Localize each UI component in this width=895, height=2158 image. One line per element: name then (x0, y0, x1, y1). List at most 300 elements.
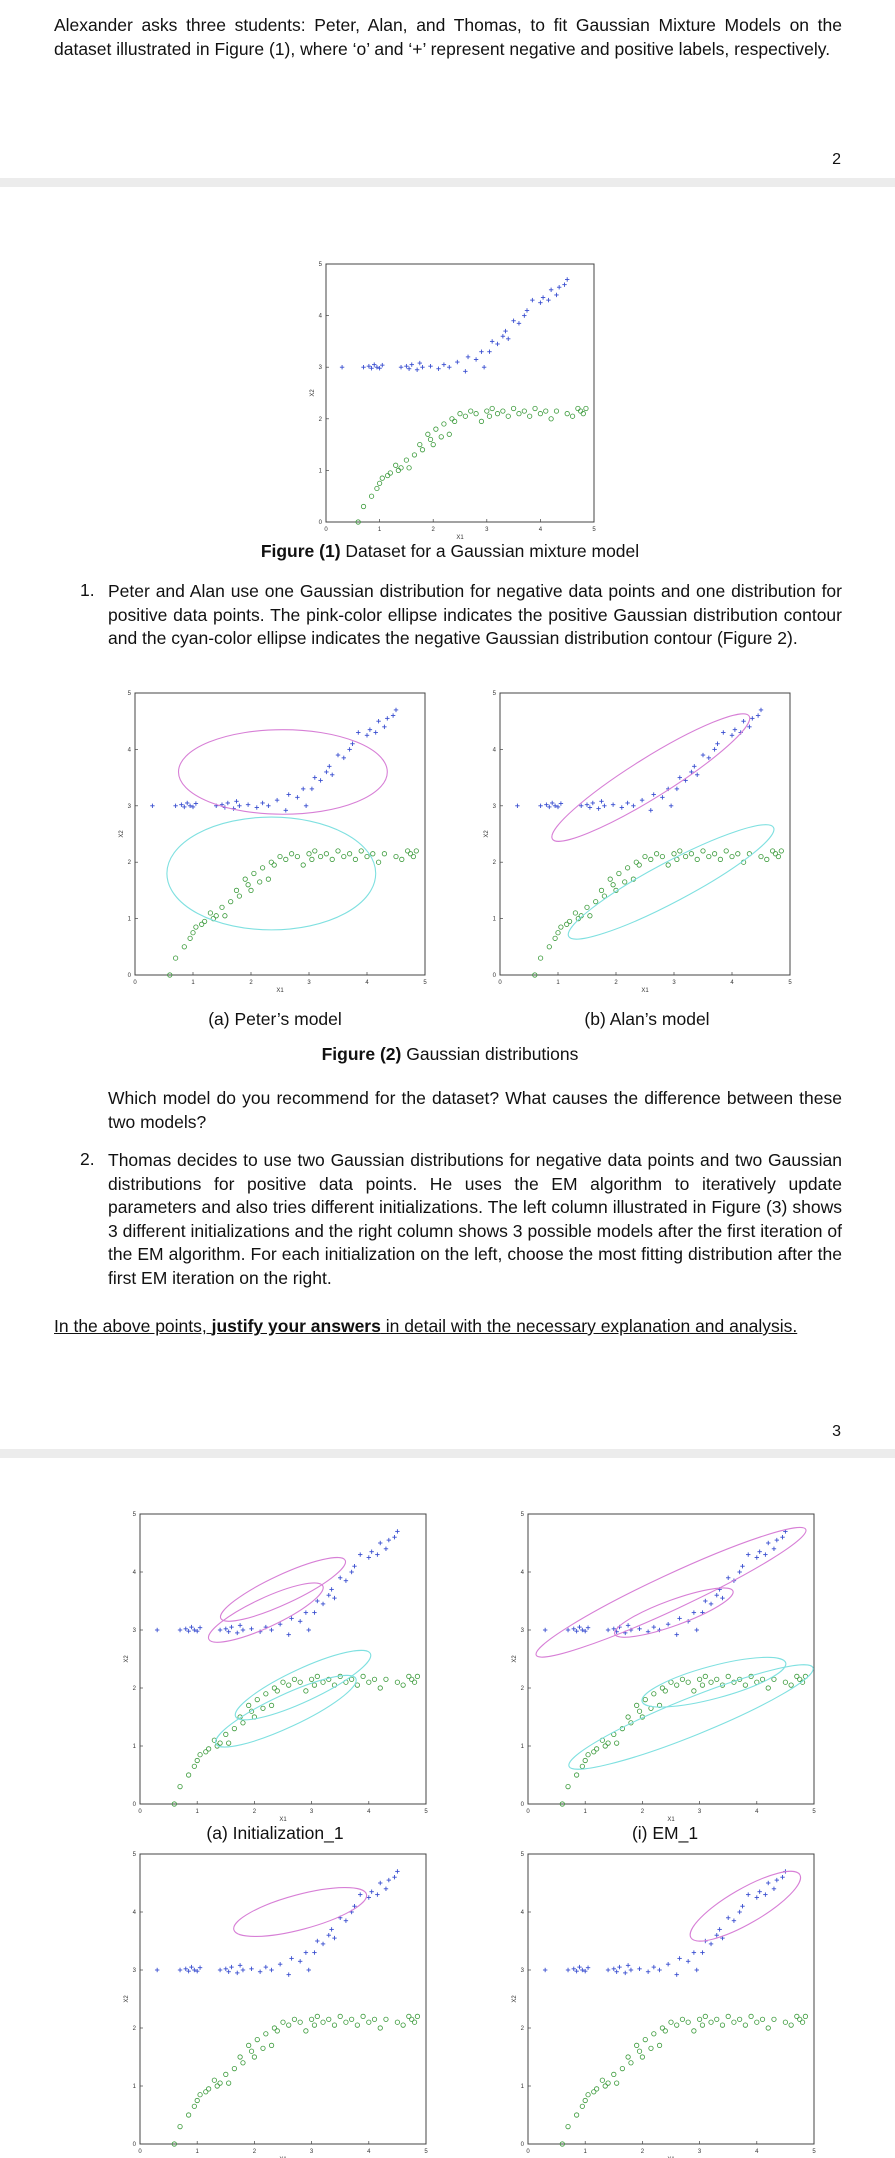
negative-point (315, 2014, 319, 2018)
negative-point (599, 888, 603, 892)
y-axis-label: X2 (512, 1995, 518, 2003)
positive-point (586, 1625, 590, 1629)
positive-point (182, 805, 186, 809)
positive-point (382, 725, 386, 729)
negative-point (400, 857, 404, 861)
positive-point (695, 1968, 699, 1972)
figure-3i-caption: (i) EM_1 (631, 1823, 699, 1843)
positive-point (737, 1910, 741, 1914)
negative-point (198, 2093, 202, 2097)
positive-point (404, 364, 408, 368)
positive-point (312, 1610, 316, 1614)
positive-point (546, 298, 550, 302)
negative-point (675, 1683, 679, 1687)
x-tick-label: 4 (367, 1809, 371, 1815)
positive-point (780, 1875, 784, 1879)
negative-point (669, 2020, 673, 2024)
positive-point (369, 1550, 373, 1554)
negative-point (367, 1680, 371, 1684)
y-tick-label: 4 (492, 747, 496, 754)
negative-point (743, 1683, 747, 1687)
positive-point (385, 716, 389, 720)
negative-point (428, 437, 432, 441)
positive-point (637, 1967, 641, 1971)
negative-point (249, 2049, 253, 2053)
y-axis-label: X2 (119, 830, 125, 838)
negative-point (736, 852, 740, 856)
positive-point (720, 1596, 724, 1600)
y-tick-label: 5 (520, 1512, 524, 1518)
negative-point (663, 1689, 667, 1693)
negative-point (567, 919, 571, 923)
positive-point (275, 798, 279, 802)
positive-point (577, 1625, 581, 1629)
negative-point (371, 852, 375, 856)
negative-point (712, 852, 716, 856)
y-tick-label: 4 (520, 1570, 524, 1576)
positive-point (692, 1610, 696, 1614)
negative-point (388, 471, 392, 475)
positive-point (547, 805, 551, 809)
figure-2b-alans-model (470, 687, 800, 995)
x-tick-label: 0 (324, 527, 328, 533)
x-tick-label: 3 (672, 980, 676, 986)
negative-point (730, 854, 734, 858)
negative-point (243, 877, 247, 881)
negative-point (678, 849, 682, 853)
negative-point (261, 2046, 265, 2050)
positive-point (707, 756, 711, 760)
x-tick-label: 5 (592, 527, 596, 533)
positive-point (741, 719, 745, 723)
negative-point (229, 899, 233, 903)
negative-point (583, 2098, 587, 2102)
negative-point (178, 2124, 182, 2128)
positive-point (591, 801, 595, 805)
positive-point (318, 778, 322, 782)
positive-point (495, 342, 499, 346)
negative-point (415, 2014, 419, 2018)
gaussian-contour-ellipse (167, 817, 376, 930)
positive-point (344, 1579, 348, 1583)
positive-point (666, 1622, 670, 1626)
positive-point (732, 1919, 736, 1923)
negative-point (304, 2029, 308, 2033)
negative-point (703, 2014, 707, 2018)
x-tick-label: 1 (583, 2149, 587, 2155)
positive-point (312, 1950, 316, 1954)
negative-point (301, 863, 305, 867)
justify-before: In the above points, (54, 1316, 212, 1336)
negative-point (252, 871, 256, 875)
positive-point (365, 733, 369, 737)
negative-point (378, 1686, 382, 1690)
x-tick-label: 0 (133, 980, 137, 986)
positive-point (241, 1968, 245, 1972)
negative-point (292, 1677, 296, 1681)
negative-point (586, 2093, 590, 2097)
x-tick-label: 2 (640, 1809, 645, 1815)
positive-point (387, 1538, 391, 1542)
figure-3i-em-1 (506, 1508, 826, 1823)
positive-point (234, 799, 238, 803)
x-tick-label: 5 (423, 980, 427, 986)
negative-point (412, 453, 416, 457)
positive-point (327, 1933, 331, 1937)
positive-point (332, 1936, 336, 1940)
x-axis-label: X1 (276, 988, 284, 994)
y-axis-label: X2 (310, 389, 316, 397)
positive-point (626, 1623, 630, 1627)
negative-point (255, 1697, 259, 1701)
negative-point (281, 2020, 285, 2024)
positive-point (740, 1564, 744, 1568)
negative-point (214, 914, 218, 918)
negative-point (533, 406, 537, 410)
positive-point (652, 792, 656, 796)
positive-point (324, 770, 328, 774)
positive-point (184, 1627, 188, 1631)
gaussian-contour-ellipse (638, 1647, 790, 1717)
positive-point (349, 1570, 353, 1574)
positive-point (194, 801, 198, 805)
positive-point (541, 295, 545, 299)
negative-point (218, 1741, 222, 1745)
negative-point (395, 2020, 399, 2024)
positive-point (321, 1942, 325, 1946)
negative-point (261, 1706, 265, 1710)
gaussian-contour-ellipse (542, 699, 760, 855)
positive-point (455, 360, 459, 364)
y-tick-label: 1 (520, 2084, 524, 2090)
negative-point (202, 919, 206, 923)
positive-point (780, 1535, 784, 1539)
positive-point (395, 1529, 399, 1533)
positive-point (543, 1628, 547, 1632)
positive-point (367, 364, 371, 368)
negative-point (312, 1683, 316, 1687)
x-tick-label: 5 (424, 2149, 428, 2155)
negative-point (672, 852, 676, 856)
figure-1-dataset-plot (300, 258, 610, 544)
negative-point (726, 1674, 730, 1678)
positive-point (420, 365, 424, 369)
negative-point (485, 409, 489, 413)
negative-point (407, 466, 411, 470)
negative-point (321, 1680, 325, 1684)
positive-point (237, 804, 241, 808)
positive-point (543, 1968, 547, 1972)
justify-instruction (54, 1315, 854, 1339)
page-separator (0, 178, 895, 187)
plot-frame (500, 693, 790, 975)
positive-point (295, 795, 299, 799)
negative-point (549, 417, 553, 421)
negative-point (237, 894, 241, 898)
x-axis-label: X1 (667, 1817, 675, 1823)
x-tick-label: 0 (138, 2149, 142, 2155)
positive-point (358, 1552, 362, 1556)
positive-point (361, 365, 365, 369)
x-tick-label: 2 (614, 980, 618, 986)
negative-point (186, 1773, 190, 1777)
negative-point (700, 2023, 704, 2027)
negative-point (766, 1686, 770, 1690)
negative-point (654, 852, 658, 856)
negative-point (292, 2017, 296, 2021)
y-tick-label: 2 (318, 416, 322, 423)
negative-point (511, 406, 515, 410)
x-tick-label: 1 (195, 2149, 199, 2155)
negative-point (361, 1674, 365, 1678)
y-tick-label: 4 (520, 1910, 524, 1916)
positive-point (709, 1602, 713, 1606)
negative-point (192, 2104, 196, 2108)
negative-point (522, 409, 526, 413)
positive-point (218, 1968, 222, 1972)
y-tick-label: 4 (132, 1910, 136, 1916)
negative-point (414, 849, 418, 853)
page-number: 3 (832, 1423, 841, 1440)
positive-point (198, 1625, 202, 1629)
x-tick-label: 1 (195, 1809, 199, 1815)
negative-point (361, 2014, 365, 2018)
negative-point (556, 931, 560, 935)
positive-point (517, 321, 521, 325)
negative-point (649, 857, 653, 861)
negative-point (707, 854, 711, 858)
negative-point (238, 2055, 242, 2059)
negative-point (246, 1703, 250, 1707)
positive-point (238, 1623, 242, 1627)
negative-point (755, 2020, 759, 2024)
positive-point (347, 747, 351, 751)
positive-point (336, 753, 340, 757)
positive-point (538, 804, 542, 808)
positive-point (241, 1628, 245, 1632)
negative-point (715, 2017, 719, 2021)
positive-point (606, 1968, 610, 1972)
positive-point (574, 1629, 578, 1633)
negative-point (506, 414, 510, 418)
figure-2a-peters-model (105, 687, 435, 995)
positive-point (763, 1552, 767, 1556)
negative-point (675, 2023, 679, 2027)
negative-point (576, 406, 580, 410)
negative-point (355, 2023, 359, 2027)
positive-point (226, 801, 230, 805)
plot-frame (528, 1854, 814, 2144)
negative-point (269, 2043, 273, 2047)
negative-point (720, 2023, 724, 2027)
positive-point (763, 1892, 767, 1896)
positive-point (313, 775, 317, 779)
y-tick-label: 3 (127, 803, 131, 810)
positive-point (715, 742, 719, 746)
negative-point (249, 888, 253, 892)
negative-point (218, 2081, 222, 2085)
positive-point (715, 1933, 719, 1937)
negative-point (803, 2014, 807, 2018)
positive-point (332, 1596, 336, 1600)
negative-point (401, 2023, 405, 2027)
negative-point (623, 880, 627, 884)
negative-point (349, 2017, 353, 2021)
negative-point (289, 852, 293, 856)
negative-point (186, 2113, 190, 2117)
positive-point (301, 787, 305, 791)
positive-point (384, 1887, 388, 1891)
negative-point (634, 1703, 638, 1707)
negative-point (206, 2087, 210, 2091)
negative-point (697, 1677, 701, 1681)
x-tick-label: 2 (431, 527, 435, 533)
positive-point (623, 1971, 627, 1975)
positive-point (712, 747, 716, 751)
negative-point (226, 2081, 230, 2085)
positive-point (549, 288, 553, 292)
negative-point (321, 2020, 325, 2024)
y-tick-label: 5 (132, 1852, 136, 1858)
positive-point (599, 799, 603, 803)
positive-point (315, 1599, 319, 1603)
positive-point (226, 1970, 230, 1974)
negative-point (338, 2014, 342, 2018)
y-tick-label: 0 (318, 520, 322, 526)
positive-point (652, 1625, 656, 1629)
negative-point (608, 877, 612, 881)
positive-point (304, 804, 308, 808)
positive-point (184, 1967, 188, 1971)
negative-point (583, 1758, 587, 1762)
positive-point (487, 350, 491, 354)
gaussian-contour-ellipse (179, 730, 388, 815)
y-axis-label: X2 (512, 1655, 518, 1663)
negative-point (743, 2023, 747, 2027)
negative-point (206, 1747, 210, 1751)
positive-point (384, 1547, 388, 1551)
positive-point (557, 285, 561, 289)
positive-point (287, 1632, 291, 1636)
item-1-number: 1. (80, 580, 95, 600)
x-tick-label: 5 (424, 1809, 428, 1815)
positive-point (695, 1628, 699, 1632)
positive-point (375, 365, 379, 369)
figure-3b-initialization-2 (118, 1848, 438, 2158)
positive-point (757, 1550, 761, 1554)
negative-point (594, 1747, 598, 1751)
positive-point (522, 313, 526, 317)
negative-point (749, 2014, 753, 2018)
positive-point (756, 713, 760, 717)
x-tick-label: 5 (812, 1809, 816, 1815)
positive-point (436, 367, 440, 371)
negative-point (399, 466, 403, 470)
negative-point (191, 931, 195, 935)
negative-point (258, 880, 262, 884)
negative-point (495, 411, 499, 415)
positive-point (229, 1965, 233, 1969)
negative-point (580, 1764, 584, 1768)
positive-point (606, 1628, 610, 1632)
negative-point (565, 411, 569, 415)
x-axis-label: X1 (456, 535, 464, 541)
negative-point (789, 1683, 793, 1687)
positive-point (775, 1878, 779, 1882)
x-tick-label: 4 (755, 1809, 759, 1815)
intro-paragraph: Alexander asks three students: Peter, Alan, and Thomas, to fit Gaussian Mixture Models on the dataset illustrated in Figure (1), where ‘o’ and ‘+’ represent negative and positive labels, respectively. (54, 15, 842, 59)
positive-point (372, 362, 376, 366)
negative-point (517, 411, 521, 415)
positive-point (284, 808, 288, 812)
x-tick-label: 0 (526, 2149, 530, 2155)
positive-point (235, 1631, 239, 1635)
positive-point (387, 1878, 391, 1882)
negative-point (396, 468, 400, 472)
y-tick-label: 5 (492, 691, 496, 697)
negative-point (573, 911, 577, 915)
positive-point (726, 1916, 730, 1920)
positive-point (686, 1959, 690, 1963)
x-tick-label: 3 (309, 1809, 314, 1815)
positive-point (629, 1968, 633, 1972)
positive-point (350, 742, 354, 746)
negative-point (313, 849, 317, 853)
negative-point (783, 2020, 787, 2024)
negative-point (737, 2017, 741, 2021)
negative-point (401, 1683, 405, 1687)
negative-point (307, 852, 311, 856)
negative-point (606, 1741, 610, 1745)
negative-point (188, 936, 192, 940)
negative-point (612, 2072, 616, 2076)
negative-point (330, 857, 334, 861)
positive-point (428, 364, 432, 368)
y-tick-label: 3 (132, 1968, 136, 1974)
positive-point (304, 1950, 308, 1954)
positive-point (315, 1939, 319, 1943)
positive-point (611, 802, 615, 806)
y-axis-label: X2 (124, 1995, 130, 2003)
x-tick-label: 5 (812, 2149, 816, 2155)
positive-point (249, 1627, 253, 1631)
negative-point (585, 905, 589, 909)
negative-point (574, 1773, 578, 1777)
negative-point (275, 1689, 279, 1693)
positive-point (572, 1627, 576, 1631)
negative-point (234, 888, 238, 892)
negative-point (393, 463, 397, 467)
figure-2a-caption: (a) Peter’s model (208, 1009, 342, 1029)
positive-point (298, 1959, 302, 1963)
negative-point (195, 1758, 199, 1762)
positive-point (344, 1919, 348, 1923)
positive-point (269, 1968, 273, 1972)
y-tick-label: 1 (520, 1744, 524, 1750)
x-tick-label: 5 (788, 980, 792, 986)
x-tick-label: 2 (249, 980, 253, 986)
y-tick-label: 5 (318, 262, 322, 268)
negative-point (298, 1680, 302, 1684)
positive-point (620, 805, 624, 809)
positive-point (717, 1927, 721, 1931)
negative-point (760, 2017, 764, 2021)
positive-point (746, 1892, 750, 1896)
negative-point (620, 2066, 624, 2070)
negative-point (266, 877, 270, 881)
positive-point (410, 362, 414, 366)
negative-point (434, 427, 438, 431)
